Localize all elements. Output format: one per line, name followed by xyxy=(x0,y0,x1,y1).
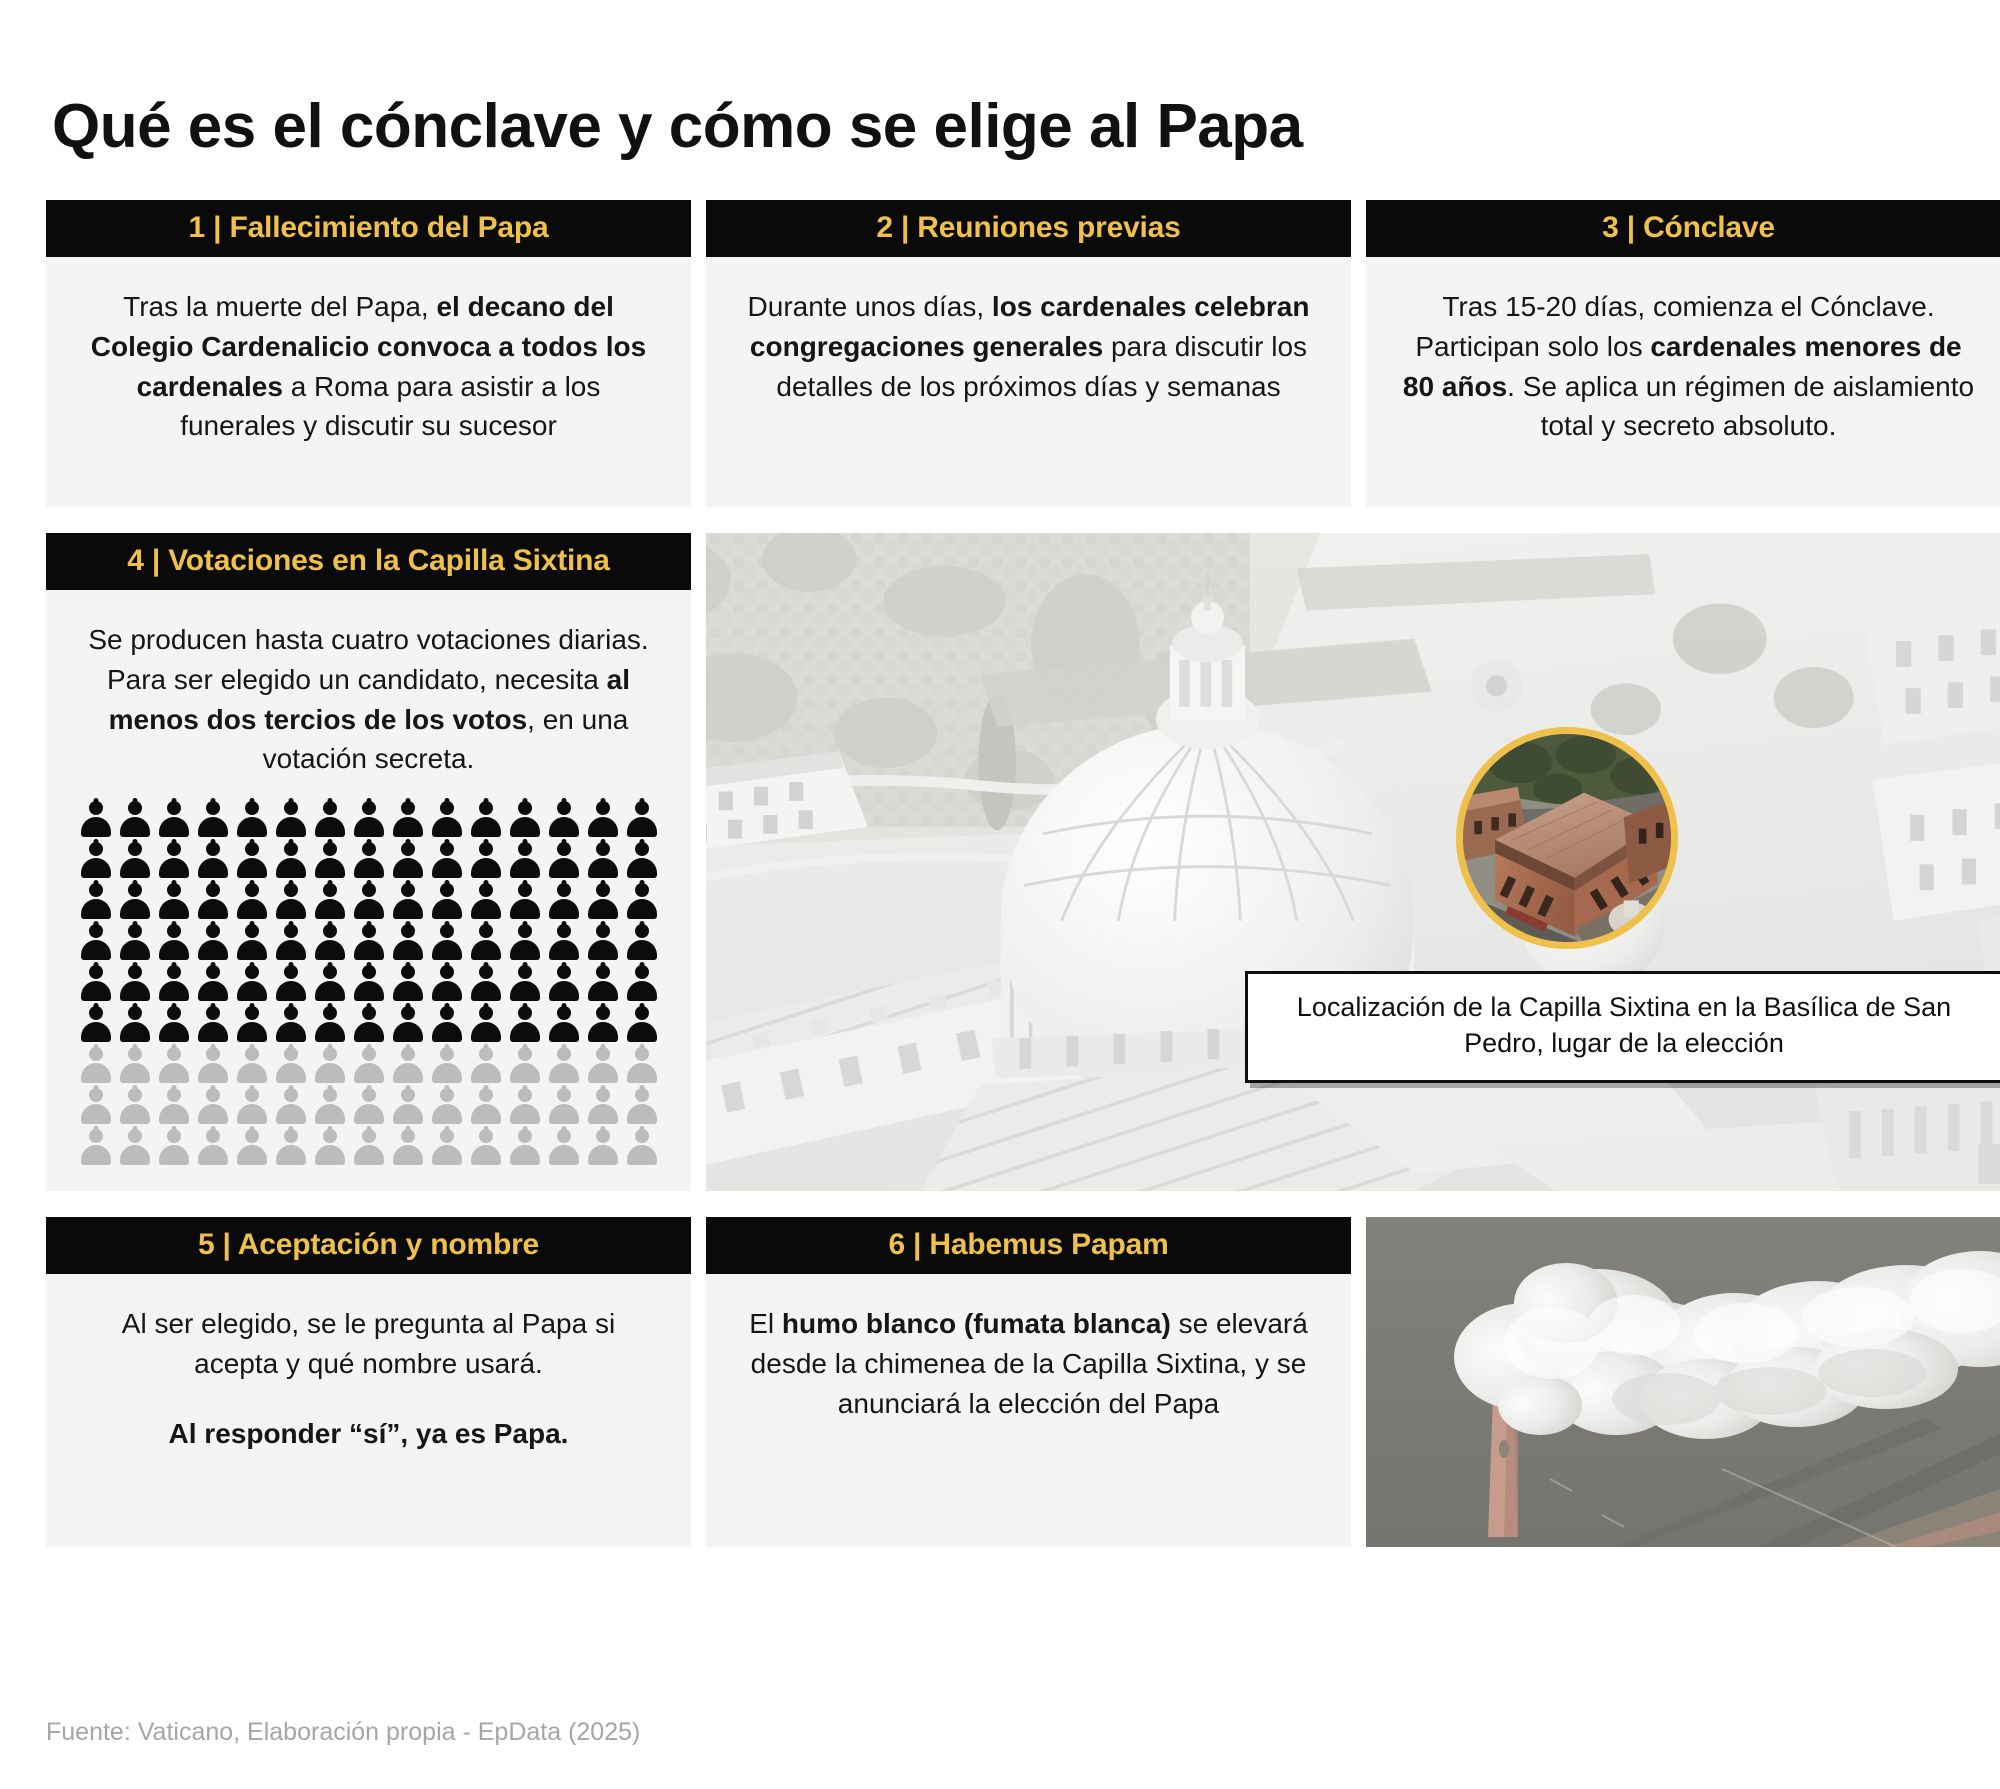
vote-icon-empty xyxy=(391,1129,425,1165)
vote-icon-filled xyxy=(157,801,191,837)
vote-icon-filled xyxy=(274,1006,308,1042)
pictogram-row xyxy=(79,883,659,919)
vote-icon-filled xyxy=(313,883,347,919)
step-card-5 xyxy=(46,1217,691,1547)
vote-icon-filled xyxy=(625,965,659,1001)
step-3-text: Tras 15-20 días, comienza el Cónclave. Participan solo los cardenales menores de 80 años. Se aplica un régimen de aislamiento total y secreto absoluto. xyxy=(1402,291,1975,442)
vote-icon-filled xyxy=(79,965,113,1001)
vote-icon-filled xyxy=(313,965,347,1001)
vote-icon-empty xyxy=(157,1088,191,1124)
pictogram-row xyxy=(79,842,659,878)
vote-icon-empty xyxy=(430,1047,464,1083)
vote-icon-empty xyxy=(118,1129,152,1165)
vote-icon-filled xyxy=(469,965,503,1001)
vote-icon-empty xyxy=(79,1088,113,1124)
vote-icon-empty xyxy=(391,1047,425,1083)
vote-icon-filled xyxy=(469,924,503,960)
vote-icon-filled xyxy=(430,924,464,960)
vote-icon-empty xyxy=(586,1129,620,1165)
vote-icon-empty xyxy=(235,1129,269,1165)
vote-icon-filled xyxy=(235,965,269,1001)
vote-icon-empty xyxy=(118,1047,152,1083)
vote-icon-filled xyxy=(352,883,386,919)
steps-grid xyxy=(38,200,1975,1547)
vote-icon-filled xyxy=(469,842,503,878)
vote-icon-filled xyxy=(430,801,464,837)
step-card-1 xyxy=(46,200,691,507)
vote-icon-filled xyxy=(547,1006,581,1042)
vote-icon-filled xyxy=(118,924,152,960)
pictogram-row xyxy=(79,801,659,837)
step-card-3 xyxy=(1366,200,2000,507)
step-5-text-2: Al responder “sí”, ya es Papa. xyxy=(168,1417,569,1449)
step-3-body xyxy=(1366,257,2000,507)
vote-icon-empty xyxy=(469,1047,503,1083)
vote-icon-empty xyxy=(586,1088,620,1124)
vote-icon-filled xyxy=(352,924,386,960)
vote-icon-empty xyxy=(625,1088,659,1124)
pictogram-row xyxy=(79,1088,659,1124)
vote-icon-filled xyxy=(79,924,113,960)
vote-icon-filled xyxy=(157,924,191,960)
step-4-header: 4 | Votaciones en la Capilla Sixtina xyxy=(46,533,691,590)
vote-icon-empty xyxy=(313,1129,347,1165)
vote-icon-filled xyxy=(235,1006,269,1042)
vote-icon-filled xyxy=(196,801,230,837)
vote-icon-empty xyxy=(391,1088,425,1124)
vote-icon-filled xyxy=(508,924,542,960)
vote-icon-filled xyxy=(79,842,113,878)
vote-icon-filled xyxy=(508,1006,542,1042)
vote-icon-empty xyxy=(586,1047,620,1083)
step-6-text: El humo blanco (fumata blanca) se elevará desde la chimenea de la Capilla Sixtina, y se anunciará la elección del Papa xyxy=(749,1308,1308,1419)
step-5-text: Al ser elegido, se le pregunta al Papa si acepta y qué nombre usará. xyxy=(121,1308,616,1379)
vote-icon-filled xyxy=(157,1006,191,1042)
vote-icon-filled xyxy=(352,965,386,1001)
vote-icon-filled xyxy=(547,924,581,960)
vote-icon-filled xyxy=(430,965,464,1001)
vote-icon-empty xyxy=(625,1047,659,1083)
vote-icon-filled xyxy=(547,883,581,919)
vote-icon-empty xyxy=(274,1088,308,1124)
vote-icon-filled xyxy=(547,965,581,1001)
vote-icon-filled xyxy=(235,842,269,878)
vote-icon-filled xyxy=(274,842,308,878)
white-smoke-photo xyxy=(1366,1217,2000,1547)
vote-icon-filled xyxy=(196,842,230,878)
step-1-header: 1 | Fallecimiento del Papa xyxy=(46,200,691,257)
vote-icon-filled xyxy=(508,801,542,837)
vote-icon-filled xyxy=(313,1006,347,1042)
vote-icon-empty xyxy=(547,1129,581,1165)
vote-icon-filled xyxy=(235,883,269,919)
vote-icon-filled xyxy=(391,842,425,878)
vote-icon-filled xyxy=(118,965,152,1001)
vote-icon-filled xyxy=(352,801,386,837)
vote-icon-filled xyxy=(391,965,425,1001)
pictogram-row xyxy=(79,1047,659,1083)
vote-icon-filled xyxy=(196,965,230,1001)
vote-icon-filled xyxy=(391,1006,425,1042)
vote-icon-filled xyxy=(391,924,425,960)
step-2-header: 2 | Reuniones previas xyxy=(706,200,1351,257)
vote-icon-empty xyxy=(79,1129,113,1165)
vote-icon-filled xyxy=(235,801,269,837)
step-card-4 xyxy=(46,533,691,1191)
vote-icon-filled xyxy=(235,924,269,960)
vote-icon-filled xyxy=(508,842,542,878)
vote-icon-filled xyxy=(586,801,620,837)
pictogram-row xyxy=(79,965,659,1001)
vote-icon-filled xyxy=(469,1006,503,1042)
step-2-text: Durante unos días, los cardenales celebran congregaciones generales para discutir los detalles de los próximos días y semanas xyxy=(747,291,1310,402)
vote-icon-filled xyxy=(118,842,152,878)
vote-icon-filled xyxy=(586,842,620,878)
vote-icon-filled xyxy=(586,924,620,960)
vote-icon-empty xyxy=(235,1088,269,1124)
vatican-photo-canvas xyxy=(706,533,2000,1191)
vote-icon-filled xyxy=(391,801,425,837)
vote-icon-empty xyxy=(430,1129,464,1165)
vote-icon-filled xyxy=(547,842,581,878)
vote-icon-filled xyxy=(274,965,308,1001)
step-3-header: 3 | Cónclave xyxy=(1366,200,2000,257)
vote-icon-filled xyxy=(157,965,191,1001)
step-4-text: Se producen hasta cuatro votaciones diarias. Para ser elegido un candidato, necesita al menos dos tercios de los votos, en una votación secreta. xyxy=(88,624,649,775)
vote-icon-empty xyxy=(508,1129,542,1165)
vote-icon-filled xyxy=(274,924,308,960)
step-6-header: 6 | Habemus Papam xyxy=(706,1217,1351,1274)
sistine-chapel-highlight-circle xyxy=(1456,727,1678,949)
vote-icon-filled xyxy=(313,842,347,878)
vote-icon-filled xyxy=(430,1006,464,1042)
vatican-aerial-photo xyxy=(706,533,2000,1191)
vote-icon-filled xyxy=(625,801,659,837)
vote-icon-filled xyxy=(625,842,659,878)
vote-icon-filled xyxy=(157,842,191,878)
vote-icon-filled xyxy=(274,883,308,919)
vote-icon-filled xyxy=(469,801,503,837)
vote-icon-filled xyxy=(508,965,542,1001)
page-title: Qué es el cónclave y cómo se elige al Papa xyxy=(52,91,1303,161)
step-4-body xyxy=(46,590,691,1191)
vote-icon-empty xyxy=(157,1047,191,1083)
vote-icon-filled xyxy=(118,883,152,919)
vote-icon-empty xyxy=(313,1088,347,1124)
vote-icon-empty xyxy=(469,1129,503,1165)
vote-icon-filled xyxy=(547,801,581,837)
vote-icon-empty xyxy=(196,1088,230,1124)
step-5-body xyxy=(46,1274,691,1547)
vote-icon-empty xyxy=(625,1129,659,1165)
vote-icon-filled xyxy=(625,1006,659,1042)
vote-icon-filled xyxy=(430,883,464,919)
step-card-6 xyxy=(706,1217,1351,1547)
vote-icon-filled xyxy=(118,1006,152,1042)
vote-icon-filled xyxy=(196,924,230,960)
votes-pictogram xyxy=(80,801,657,1171)
vote-icon-empty xyxy=(469,1088,503,1124)
vote-icon-empty xyxy=(118,1088,152,1124)
vote-icon-filled xyxy=(469,883,503,919)
pictogram-row xyxy=(79,924,659,960)
vote-icon-empty xyxy=(547,1047,581,1083)
vote-icon-empty xyxy=(352,1129,386,1165)
source-footer: Fuente: Vaticano, Elaboración propia - EpData (2025) xyxy=(46,1717,641,1746)
vote-icon-filled xyxy=(625,883,659,919)
vote-icon-filled xyxy=(274,801,308,837)
vote-icon-filled xyxy=(586,965,620,1001)
step-2-body xyxy=(706,257,1351,507)
vote-icon-filled xyxy=(625,924,659,960)
vote-icon-empty xyxy=(79,1047,113,1083)
step-card-2 xyxy=(706,200,1351,507)
vote-icon-empty xyxy=(430,1088,464,1124)
step-1-body xyxy=(46,257,691,507)
vote-icon-filled xyxy=(118,801,152,837)
vote-icon-filled xyxy=(79,1006,113,1042)
vote-icon-filled xyxy=(391,883,425,919)
vote-icon-filled xyxy=(196,1006,230,1042)
vote-icon-empty xyxy=(352,1047,386,1083)
vote-icon-filled xyxy=(79,883,113,919)
vote-icon-filled xyxy=(313,801,347,837)
step-1-text: Tras la muerte del Papa, el decano del Colegio Cardenalicio convoca a todos los cardenales a Roma para asistir a los funerales y discutir su sucesor xyxy=(90,291,647,442)
vote-icon-empty xyxy=(352,1088,386,1124)
infographic-page xyxy=(0,42,2000,1789)
vote-icon-filled xyxy=(586,1006,620,1042)
vote-icon-filled xyxy=(157,883,191,919)
vote-icon-empty xyxy=(508,1047,542,1083)
vote-icon-filled xyxy=(586,883,620,919)
step-5-header: 5 | Aceptación y nombre xyxy=(46,1217,691,1274)
vote-icon-filled xyxy=(430,842,464,878)
pictogram-row xyxy=(79,1006,659,1042)
pictogram-row xyxy=(79,1129,659,1165)
step-6-body xyxy=(706,1274,1351,1547)
vote-icon-empty xyxy=(157,1129,191,1165)
vote-icon-filled xyxy=(352,842,386,878)
vote-icon-filled xyxy=(508,883,542,919)
sistine-chapel-caption: Localización de la Capilla Sixtina en la Basílica de San Pedro, lugar de la elección xyxy=(1245,971,2000,1083)
vote-icon-filled xyxy=(352,1006,386,1042)
vote-icon-filled xyxy=(313,924,347,960)
vote-icon-empty xyxy=(235,1047,269,1083)
vote-icon-empty xyxy=(274,1129,308,1165)
vote-icon-empty xyxy=(508,1088,542,1124)
vote-icon-empty xyxy=(547,1088,581,1124)
vote-icon-empty xyxy=(313,1047,347,1083)
vote-icon-filled xyxy=(79,801,113,837)
vote-icon-empty xyxy=(274,1047,308,1083)
vote-icon-filled xyxy=(196,883,230,919)
vote-icon-empty xyxy=(196,1047,230,1083)
vote-icon-empty xyxy=(196,1129,230,1165)
